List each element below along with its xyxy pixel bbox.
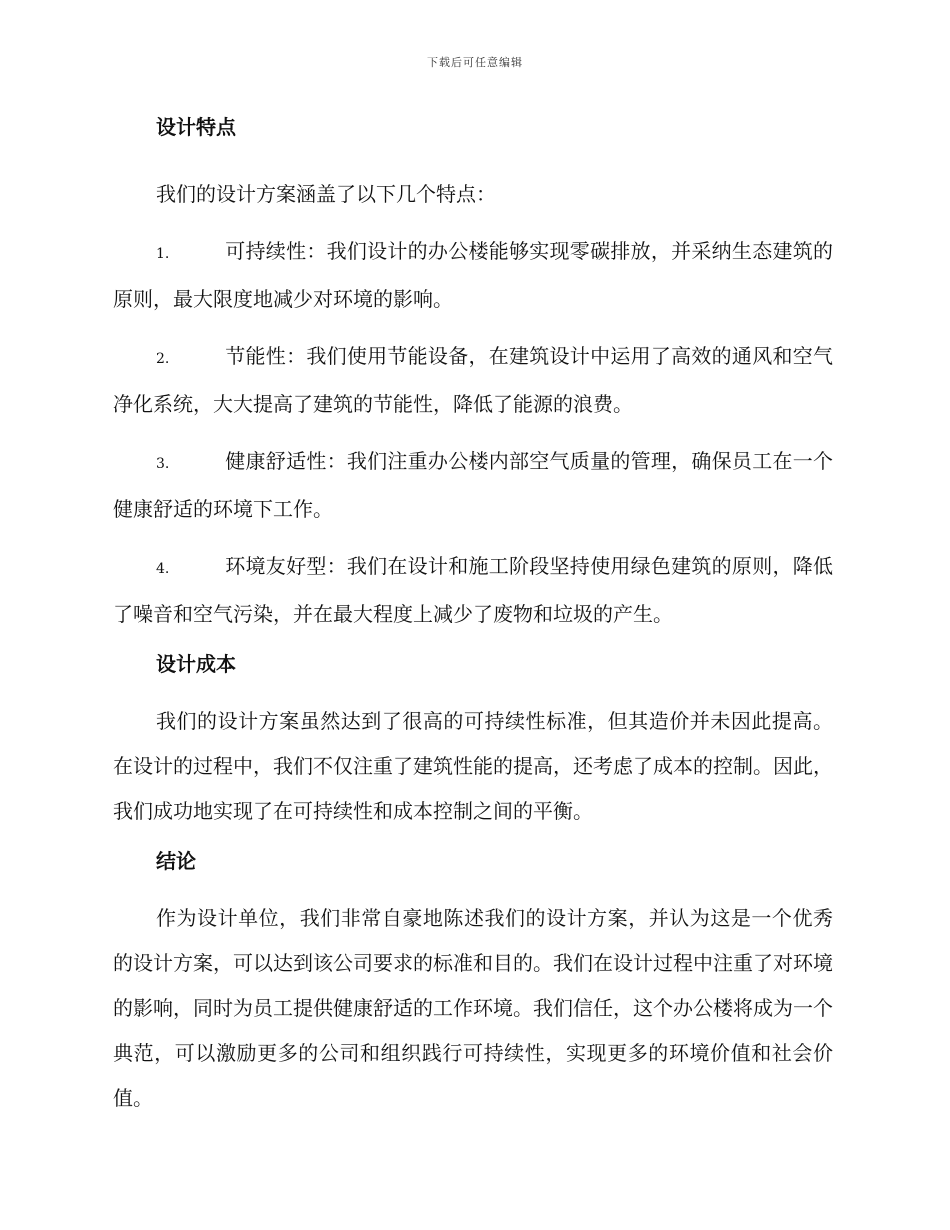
list-item (113, 439, 833, 532)
list-item (113, 334, 833, 427)
list-item-text: 可持续性：我们设计的办公楼能够实现零碳排放，并采纳生态建筑的原则，最大限度地减少对环境的影响。 (113, 239, 833, 311)
document-body (113, 110, 833, 1121)
list-item-number: 1. (156, 246, 170, 262)
list-item (113, 229, 833, 322)
list-item-number: 4. (156, 561, 170, 577)
list-item-text: 健康舒适性：我们注重办公楼内部空气质量的管理，确保员工在一个健康舒适的环境下工作。 (113, 449, 833, 521)
cost-paragraph: 我们的设计方案虽然达到了很高的可持续性标准，但其造价并未因此提高。在设计的过程中，我们不仅注重了建筑性能的提高，还考虑了成本的控制。因此，我们成功地实现了在可持续性和成本控制之间的平衡。 (113, 709, 833, 823)
section-heading-conclusion: 结论 (156, 849, 196, 873)
list-item-number: 2. (156, 351, 170, 367)
conclusion-paragraph: 作为设计单位，我们非常自豪地陈述我们的设计方案，并认为这是一个优秀的设计方案，可以达到该公司要求的标准和目的。我们在设计过程中注重了对环境的影响，同时为员工提供健康舒适的工作环境。我们信任，这个办公楼将成为一个典范，可以激励更多的公司和组织践行可持续性，实现更多的环境价值和社会价值。 (113, 906, 833, 1110)
list-item-text: 节能性：我们使用节能设备，在建筑设计中运用了高效的通风和空气净化系统，大大提高了建筑的节能性，降低了能源的浪费。 (113, 344, 833, 416)
section-heading-cost: 设计成本 (156, 652, 236, 676)
page-header: 下载后可任意编辑 (427, 56, 523, 69)
list-item-text: 环境友好型：我们在设计和施工阶段坚持使用绿色建筑的原则，降低了噪音和空气污染，并在最大程度上减少了废物和垃圾的产生。 (113, 554, 833, 626)
section-heading-features: 设计特点 (156, 115, 236, 139)
list-item (113, 544, 833, 637)
features-intro: 我们的设计方案涵盖了以下几个特点： (156, 182, 496, 206)
list-item-number: 3. (156, 456, 170, 472)
